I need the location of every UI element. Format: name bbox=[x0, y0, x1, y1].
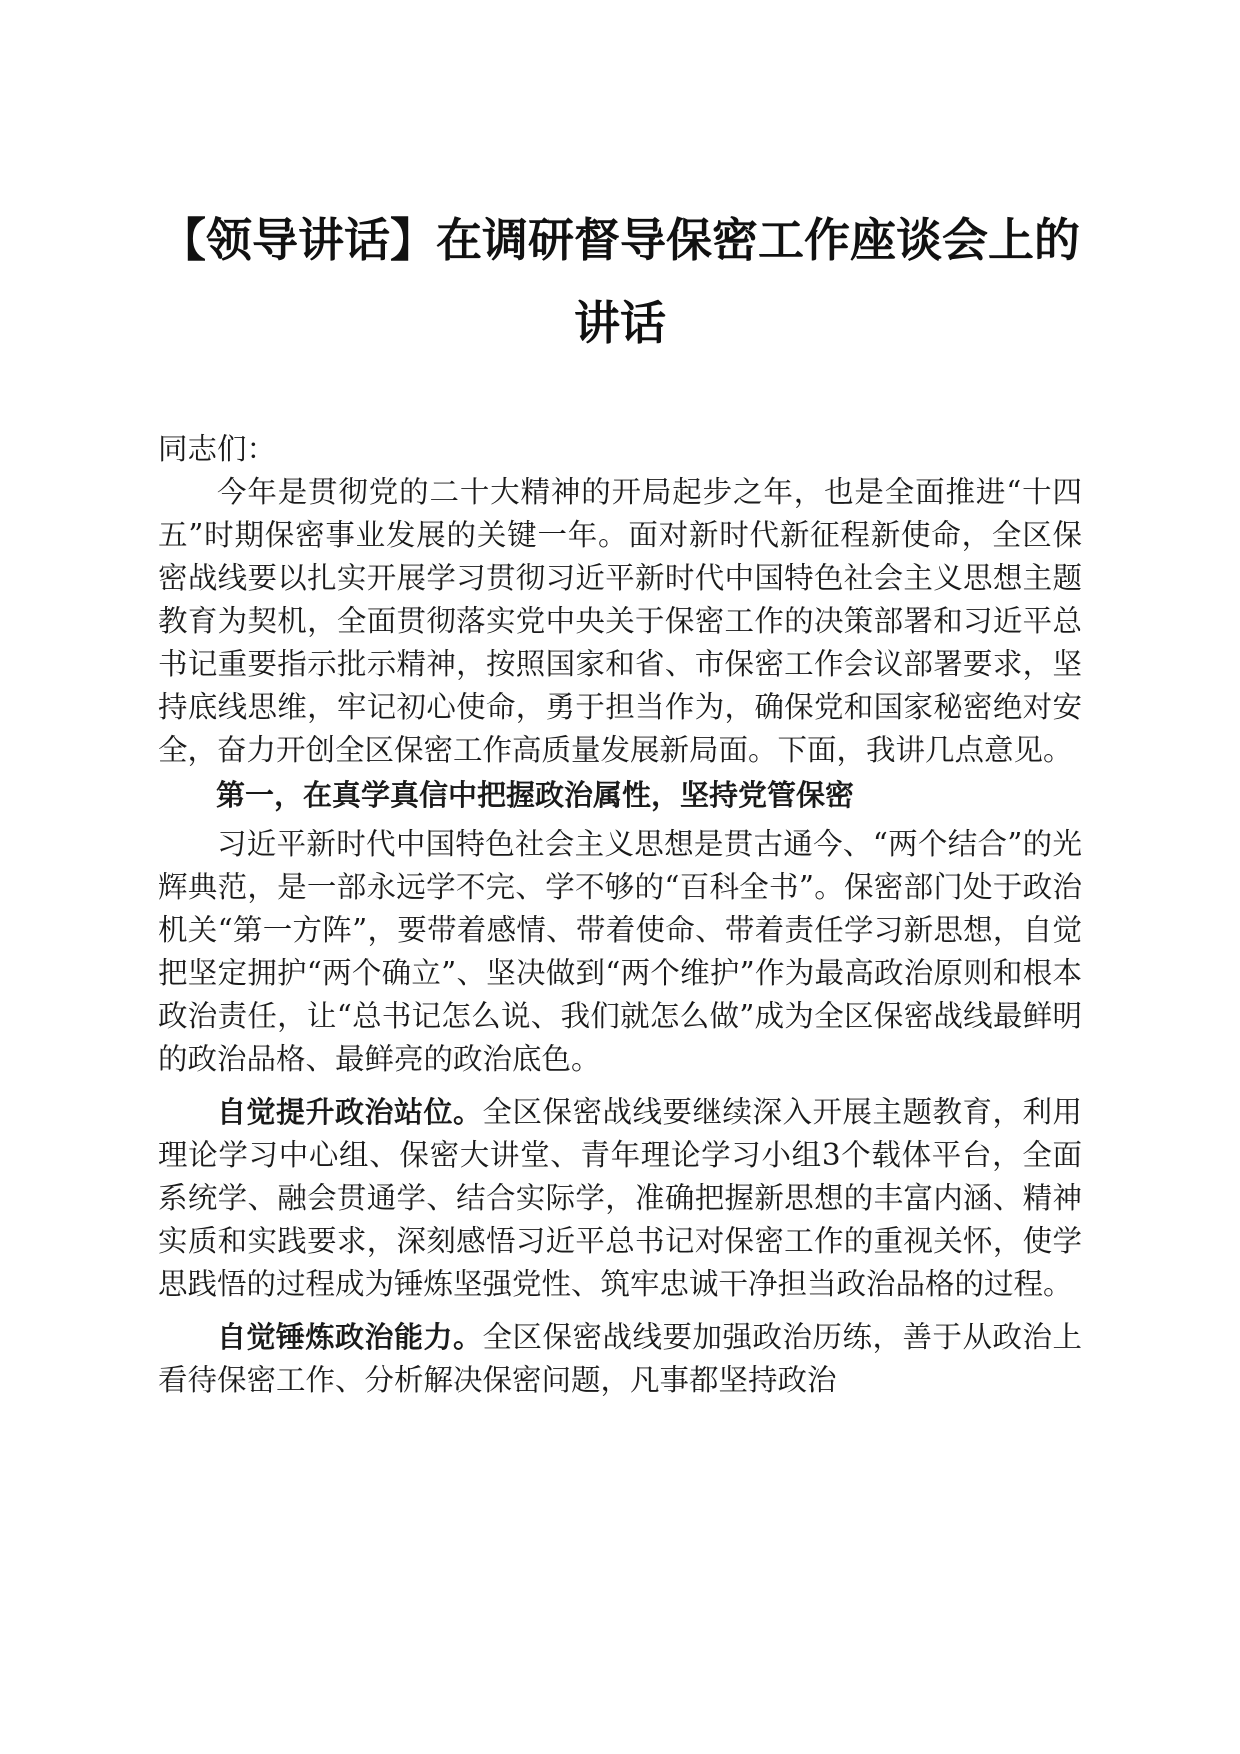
document-title-line-1: 【领导讲话】在调研督导保密工作座谈会上的 bbox=[160, 213, 1080, 267]
point-2-body: 全区保密战线要加强政治历练，善于从政治上看待保密工作、分析解决保密问题，凡事都坚持政治 bbox=[158, 1320, 1082, 1397]
document-body bbox=[158, 428, 1082, 1402]
point-2-paragraph bbox=[158, 1316, 1082, 1402]
point-2-lead: 自觉锤炼政治能力。 bbox=[217, 1320, 483, 1354]
section-1-paragraph: 习近平新时代中国特色社会主义思想是贯古通今、“两个结合”的光辉典范，是一部永远学不完、学不够的“百科全书”。保密部门处于政治机关“第一方阵”，要带着感情、带着使命、带着责任学习新思想，自觉把坚定拥护“两个确立”、坚决做到“两个维护”作为最高政治原则和根本政治责任，让“总书记怎么说、我们就怎么做”成为全区保密战线最鲜明的政治品格、最鲜亮的政治底色。 bbox=[158, 827, 1082, 1076]
section-1-heading: 第一，在真学真信中把握政治属性，坚持党管保密 bbox=[216, 778, 855, 812]
point-1-paragraph bbox=[158, 1091, 1082, 1306]
document-title-line-2: 讲话 bbox=[574, 296, 666, 350]
intro-paragraph: 今年是贯彻党的二十大精神的开局起步之年，也是全面推进“十四五”时期保密事业发展的关键一年。面对新时代新征程新使命，全区保密战线要以扎实开展学习贯彻习近平新时代中国特色社会主义思想主题教育为契机，全面贯彻落实党中央关于保密工作的决策部署和习近平总书记重要指示批示精神，按照国家和省、市保密工作会议部署要求，坚持底线思维，牢记初心使命，勇于担当作为，确保党和国家秘密绝对安全，奋力开创全区保密工作高质量发展新局面。下面，我讲几点意见。 bbox=[158, 475, 1082, 767]
point-1-body: 全区保密战线要继续深入开展主题教育，利用理论学习中心组、保密大讲堂、青年理论学习小组3个载体平台，全面系统学、融会贯通学、结合实际学，准确把握新思想的丰富内涵、精神实质和实践要求，深刻感悟习近平总书记对保密工作的重视关怀，使学思践悟的过程成为锤炼坚强党性、筑牢忠诚干净担当政治品格的过程。 bbox=[158, 1095, 1082, 1301]
salutation: 同志们： bbox=[158, 432, 277, 466]
point-1-lead: 自觉提升政治站位。 bbox=[217, 1095, 483, 1129]
